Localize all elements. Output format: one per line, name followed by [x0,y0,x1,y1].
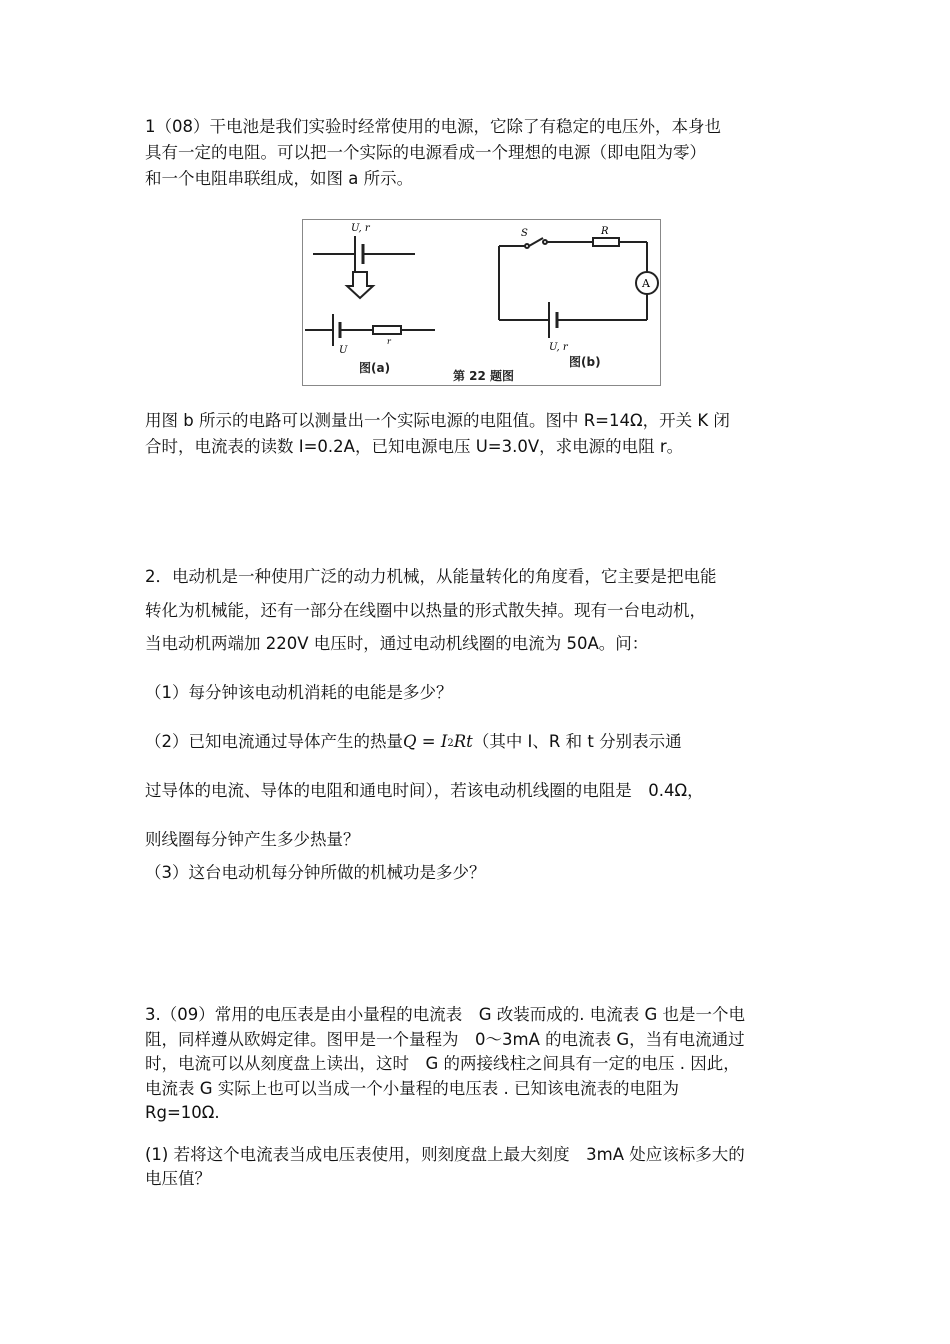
label-r-small: r [387,337,391,346]
q3-line-1: 3.（09）常用的电压表是由小量程的电流表 G 改装而成的. 电流表 G 也是一个电 [145,1005,746,1024]
q2-sub2-line3: 则线圈每分钟产生多少热量？ [145,830,360,849]
down-arrow-icon [347,272,373,298]
caption-main: 第 22 题图 [453,369,515,383]
q3-line-5: Rg=10Ω. [145,1103,220,1122]
caption-a: 图(a) [359,361,391,375]
q1-line-3: 和一个电阻串联组成，如图 a 所示。 [145,169,414,188]
ammeter-icon: A [642,277,650,290]
q3-sub1-line2: 电压值？ [145,1169,211,1188]
label-s: S [521,228,528,239]
circuit-b [499,238,658,338]
q3-line-2: 阻，同样遵从欧姆定律。图甲是一个量程为 0～3mA 的电流表 G，当有电流通过 [145,1030,745,1049]
circuit-figure [302,219,661,386]
q3-line-3: 时，电流可以从刻度盘上读出，这时 G 的两接线柱之间具有一定的电压 . 因此， [145,1054,740,1073]
q2-line-2: 转化为机械能，还有一部分在线圈中以热量的形式散失掉。现有一台电动机， [145,601,706,620]
caption-b: 图(b) [569,355,601,369]
q3-line-4: 电流表 G 实际上也可以当成一个小量程的电压表 . 已知该电流表的电阻为 [145,1079,680,1098]
q1-after-2: 合时，电流表的读数 I=0.2A，已知电源电压 U=3.0V，求电源的电阻 r。 [145,437,684,456]
q1-line-2: 具有一定的电阻。可以把一个实际的电源看成一个理想的电源（即电阻为零） [145,143,706,162]
q2-sub2-line1 [145,731,682,756]
q1-line-1: 1（08）干电池是我们实验时经常使用的电源，它除了有稳定的电压外，本身也 [145,117,721,136]
q2-sub2-pre: （2）已知电流通过导体产生的热量 [145,732,403,751]
q2-sub1: （1）每分钟该电动机消耗的电能是多少？ [145,683,453,702]
battery-symbol-top [313,236,415,272]
label-ur-b: U, r [549,342,568,353]
q3-sub1-line1: (1) 若将这个电流表当成电压表使用，则刻度盘上最大刻度 3mA 处应该标多大的 [145,1145,745,1164]
q2-sub3: （3）这台电动机每分钟所做的机械功是多少？ [145,863,486,882]
heat-formula: $Q = I^2Rt$ [403,732,473,751]
q2-sub2-post: （其中 I、R 和 t 分别表示通 [472,732,682,751]
label-ur-top: U, r [351,223,370,234]
q2-line-1: 2．电动机是一种使用广泛的动力机械，从能量转化的角度看，它主要是把电能 [145,567,717,586]
q1-after-1: 用图 b 所示的电路可以测量出一个实际电源的电阻值。图中 R=14Ω，开关 K 闭 [145,411,730,430]
q2-line-3: 当电动机两端加 220V 电压时，通过电动机线圈的电流为 50A。问： [145,634,649,653]
label-R: R [601,226,609,237]
label-u: U [339,345,348,356]
battery-resistor-bottom [305,314,435,346]
q2-sub2-line2: 过导体的电流、导体的电阻和通电时间），若该电动机线圈的电阻是 0.4Ω， [145,781,704,800]
